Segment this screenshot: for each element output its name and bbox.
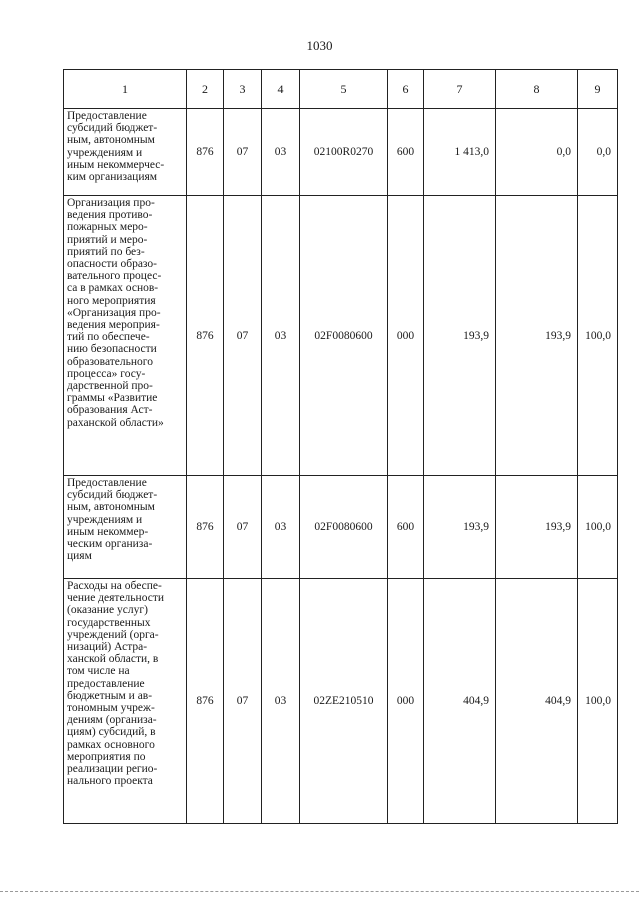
cell-executed-amount: 0,0 bbox=[496, 109, 578, 196]
cell-section-code: 07 bbox=[224, 196, 262, 476]
cell-planned-amount: 193,9 bbox=[424, 196, 496, 476]
page-edge-divider bbox=[0, 891, 639, 892]
cell-planned-amount: 193,9 bbox=[424, 476, 496, 579]
row-description: Предоставление субсидий бюджет- ным, автономным учреждениям и иным некоммерчес- ким организациям bbox=[64, 109, 187, 196]
page-number: 1030 bbox=[306, 38, 333, 53]
cell-executed-amount: 193,9 bbox=[496, 476, 578, 579]
table-row bbox=[64, 579, 618, 824]
column-header: 2 bbox=[187, 70, 224, 109]
cell-expense-type: 600 bbox=[388, 109, 424, 196]
cell-planned-amount: 1 413,0 bbox=[424, 109, 496, 196]
table-row bbox=[64, 196, 618, 476]
cell-expense-type: 000 bbox=[388, 196, 424, 476]
cell-executed-amount: 193,9 bbox=[496, 196, 578, 476]
cell-target-article: 02100R0270 bbox=[300, 109, 388, 196]
table-row bbox=[64, 109, 618, 196]
cell-subsection-code: 03 bbox=[262, 196, 300, 476]
row-description: Предоставление субсидий бюджет- ным, автономным учреждениям и иным некоммер- ческим организа- циям bbox=[64, 476, 187, 579]
column-header: 5 bbox=[300, 70, 388, 109]
cell-percent: 100,0 bbox=[578, 196, 618, 476]
table-row bbox=[64, 476, 618, 579]
cell-target-article: 02F0080600 bbox=[300, 476, 388, 579]
cell-section-code: 07 bbox=[224, 579, 262, 824]
column-header: 6 bbox=[388, 70, 424, 109]
row-description: Расходы на обеспе- чение деятельности (оказание услуг) государственных учреждений (орга- низаций) Астра- ханской области, в том числе на предоставление бюджетным и ав- тономным учреж- дениям (организа- циям) субсидий, в рамках основного мероприятия по реализации регио- нального проекта bbox=[64, 579, 187, 824]
cell-section-code: 07 bbox=[224, 476, 262, 579]
cell-subsection-code: 03 bbox=[262, 579, 300, 824]
cell-planned-amount: 404,9 bbox=[424, 579, 496, 824]
cell-target-article: 02ZE210510 bbox=[300, 579, 388, 824]
cell-executed-amount: 404,9 bbox=[496, 579, 578, 824]
cell-percent: 0,0 bbox=[578, 109, 618, 196]
cell-ministry-code: 876 bbox=[187, 476, 224, 579]
cell-section-code: 07 bbox=[224, 109, 262, 196]
budget-table bbox=[63, 69, 618, 824]
cell-subsection-code: 03 bbox=[262, 476, 300, 579]
column-header: 4 bbox=[262, 70, 300, 109]
cell-expense-type: 600 bbox=[388, 476, 424, 579]
cell-ministry-code: 876 bbox=[187, 196, 224, 476]
cell-percent: 100,0 bbox=[578, 579, 618, 824]
column-header: 7 bbox=[424, 70, 496, 109]
column-header: 1 bbox=[64, 70, 187, 109]
cell-target-article: 02F0080600 bbox=[300, 196, 388, 476]
column-header: 8 bbox=[496, 70, 578, 109]
table-header-row bbox=[64, 70, 618, 109]
cell-ministry-code: 876 bbox=[187, 109, 224, 196]
column-header: 9 bbox=[578, 70, 618, 109]
column-header: 3 bbox=[224, 70, 262, 109]
cell-expense-type: 000 bbox=[388, 579, 424, 824]
cell-subsection-code: 03 bbox=[262, 109, 300, 196]
cell-percent: 100,0 bbox=[578, 476, 618, 579]
row-description: Организация про- ведения противо- пожарных меро- приятий и меро- приятий по без- опасности образо- вательного процес- са в рамках основ- ного мероприятия «Организация про- ведения мероприя- тий по обеспече- нию безопасности образовательного процесса» госу- дарственной про- граммы «Развитие образования Аст- раханской области» bbox=[64, 196, 187, 476]
cell-ministry-code: 876 bbox=[187, 579, 224, 824]
